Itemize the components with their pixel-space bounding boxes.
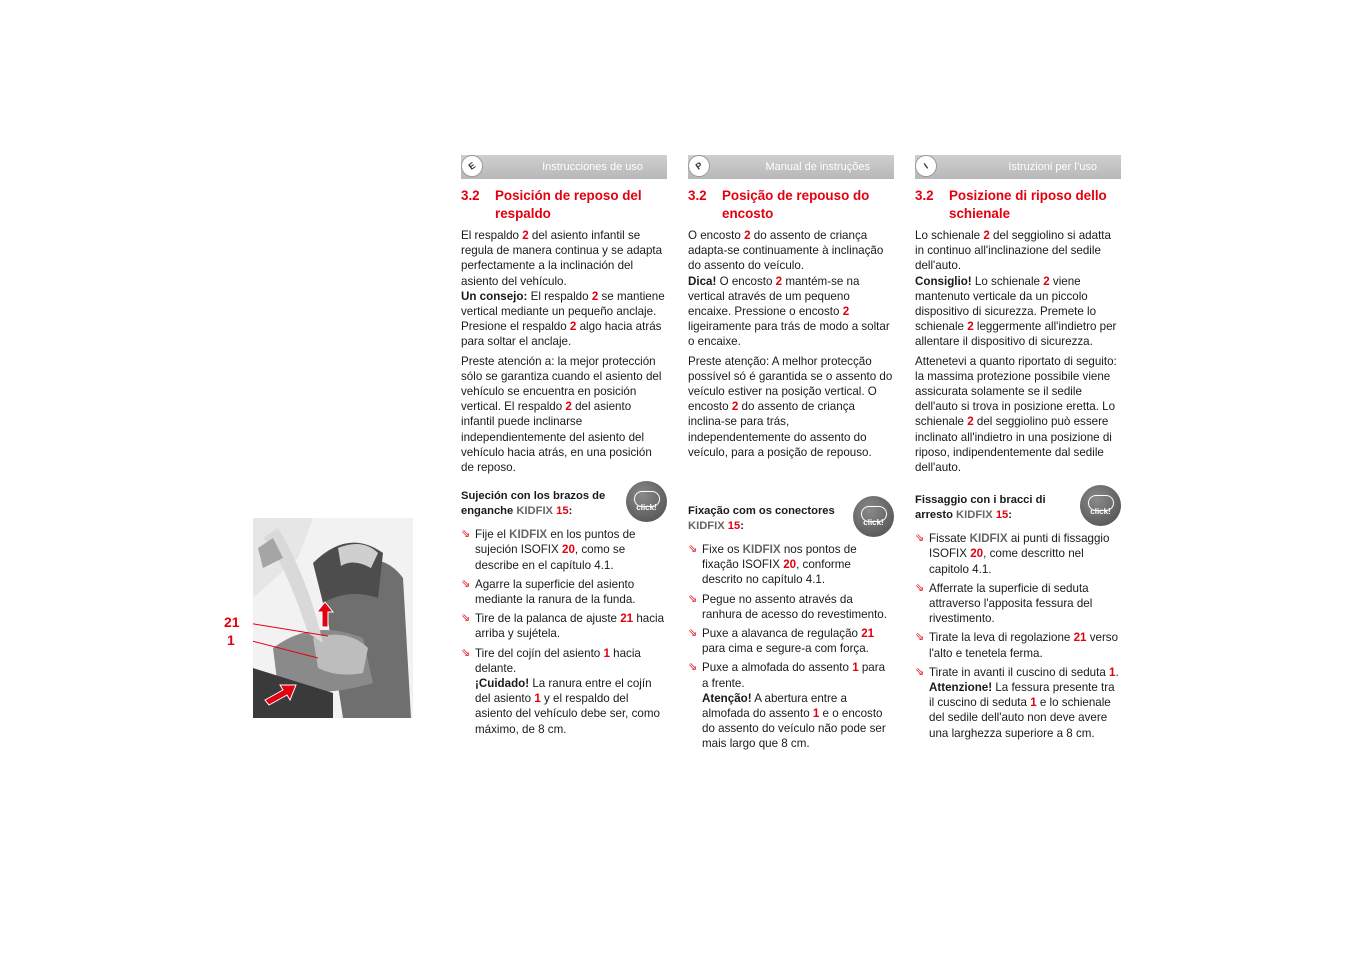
step-item: ⇘ Afferrate la superficie di seduta attraverso l'apposita fessura del rivestimento.: [915, 581, 1093, 626]
paragraph: Attenetevi a quanto riportato di seguito: la massima protezione possibile viene assicurata solamente se il sedile dell'auto si trova in posizione eretta. Lo schienale 2 del seggiolino può essere inclinato all'indietro in una posizione di riposo, indipendentemente dal sedile dell'auto.: [915, 354, 1117, 475]
section-number: 3.2: [688, 188, 707, 203]
seat-adjustment-photo: [253, 518, 413, 718]
subsection-heading: Fissaggio con i bracci di arresto KIDFIX 15: click!: [915, 493, 1121, 527]
arrow-bullet-icon: ⇘: [915, 581, 925, 594]
language-badge: I: [911, 151, 942, 182]
language-badge: E: [457, 151, 488, 182]
paragraph: O encosto 2 do assento de criança adapta-se continuamente à inclinação do assento do veículo. Dica! O encosto 2 mantém-se na vertical através de um pequeno encaixe. Pressione o encosto 2 ligeiramente para trás de modo a soltar o encaixe.: [688, 229, 890, 349]
paragraph: Preste atenção: A melhor protecção possível só é garantida se o assento do veículo estiver na posição vertical. O encosto 2 do assento de criança inclina-se para trás, independentemente do assento do veículo, para a posição de repouso.: [688, 354, 893, 459]
arrow-bullet-icon: ⇘: [688, 543, 698, 556]
arrow-bullet-icon: ⇘: [461, 528, 471, 541]
arrow-bullet-icon: ⇘: [461, 612, 471, 625]
step-item: ⇘ Fije el KIDFIX en los puntos de sujeción ISOFIX 20, como se describe en el capítulo 4.1.: [461, 528, 636, 572]
arrow-bullet-icon: ⇘: [915, 532, 925, 545]
click-badge-icon: click!: [626, 481, 667, 522]
arrow-bullet-icon: ⇘: [688, 661, 698, 674]
step-item: ⇘ Tire del cojín del asiento 1 hacia delante. ¡Cuidado! La ranura entre el cojín del asiento 1 y el respaldo del asiento del vehículo debe ser, como máximo, de 8 cm.: [461, 646, 660, 736]
step-item: ⇘ Pegue no assento através da ranhura de acesso do revestimento.: [688, 592, 887, 621]
arrow-bullet-icon: ⇘: [915, 665, 925, 678]
arrow-bullet-icon: ⇘: [461, 577, 471, 590]
section-title: Posizione di riposo dello schienale: [949, 188, 1107, 221]
header-title: Istruzioni per l’uso: [1008, 161, 1097, 173]
column-header: [461, 155, 667, 179]
step-item: ⇘ Tire de la palanca de ajuste 21 hacia arriba y sujétela.: [461, 612, 665, 641]
section-number: 3.2: [915, 188, 934, 203]
section-heading: [688, 187, 894, 222]
step-item: ⇘ Tirate in avanti il cuscino di seduta 1. Attenzione! La fessura presente tra il cuscino di seduta 1 e lo schienale del sedile dell'auto non deve avere una larghezza superiore a 8 cm.: [915, 665, 1119, 740]
click-badge-icon: click!: [853, 496, 894, 537]
tip-label: Un consejo:: [461, 289, 528, 303]
tip-label: Consiglio!: [915, 274, 972, 288]
section-heading: [915, 187, 1121, 222]
section-heading: [461, 187, 667, 222]
arrow-bullet-icon: ⇘: [461, 646, 471, 659]
subsection-heading: Fixação com os conectores KIDFIX 15: click!: [688, 504, 894, 538]
header-title: Instrucciones de uso: [542, 161, 643, 173]
paragraph: Preste atención a: la mejor protección sólo se garantiza cuando el asiento del vehículo se encuentra en posición vertical. El respaldo 2 del asiento infantil puede inclinarse independientemente del asiento del vehículo hacia atrás, en una posición de reposo.: [461, 354, 662, 475]
step-item: ⇘ Puxe a almofada do assento 1 para a frente. Atenção! A abertura entre a almofada do assento 1 e o encosto do assento do veículo não pode ser mais largo que 8 cm.: [688, 661, 886, 751]
callout-21: 21: [224, 614, 240, 630]
step-item: ⇘ Agarre la superficie del asiento mediante la ranura de la funda.: [461, 577, 636, 607]
paragraph: Lo schienale 2 del seggiolino si adatta in continuo all'inclinazione del sedile dell'auto. Consiglio! Lo schienale 2 viene mantenuto verticale da un piccolo dispositivo di sicurezza. Premete lo schienale 2 leggermente all'indietro per allentare il dispositivo di sicurezza.: [915, 229, 1117, 349]
step-item: ⇘ Fissate KIDFIX ai punti di fissaggio ISOFIX 20, come descritto nel capitolo 4.1.: [915, 532, 1110, 576]
section-title: Posição de repouso do encosto: [722, 188, 870, 221]
column-italian: [915, 155, 1121, 741]
arrow-bullet-icon: ⇘: [915, 631, 925, 644]
column-header: [688, 155, 894, 179]
callout-1: 1: [227, 632, 235, 648]
warning-label: Attenzione!: [929, 681, 993, 695]
tip-label: Dica!: [688, 274, 717, 288]
step-item: ⇘ Fixe os KIDFIX nos pontos de fixação ISOFIX 20, conforme descrito no capítulo 4.1.: [688, 543, 857, 587]
column-portuguese: [688, 155, 894, 752]
section-title: Posición de reposo del respaldo: [495, 188, 642, 221]
language-badge: P: [684, 151, 715, 182]
step-item: ⇘ Puxe a alavanca de regulação 21 para cima e segure-a com força.: [688, 627, 875, 656]
column-spanish: [461, 155, 667, 737]
paragraph: El respaldo 2 del asiento infantil se regula de manera continua y se adapta perfectamente a la inclinación del asiento del vehículo. Un consejo: El respaldo 2 se mantiene vertical mediante un pequeño anclaje. Presione el respaldo 2 algo hacia atrás para soltar el anclaje.: [461, 229, 665, 349]
arrow-bullet-icon: ⇘: [688, 592, 698, 605]
header-title: Manual de instruções: [765, 161, 870, 173]
click-badge-icon: click!: [1080, 485, 1121, 526]
step-item: ⇘ Tirate la leva di regolazione 21 verso l'alto e tenetela ferma.: [915, 631, 1119, 660]
arrow-bullet-icon: ⇘: [688, 627, 698, 640]
subsection-heading: Sujeción con los brazos de enganche KIDFIX 15: click!: [461, 489, 667, 523]
column-header: [915, 155, 1121, 179]
warning-label: Atenção!: [702, 691, 752, 705]
warning-label: ¡Cuidado!: [475, 677, 530, 691]
section-number: 3.2: [461, 188, 480, 203]
